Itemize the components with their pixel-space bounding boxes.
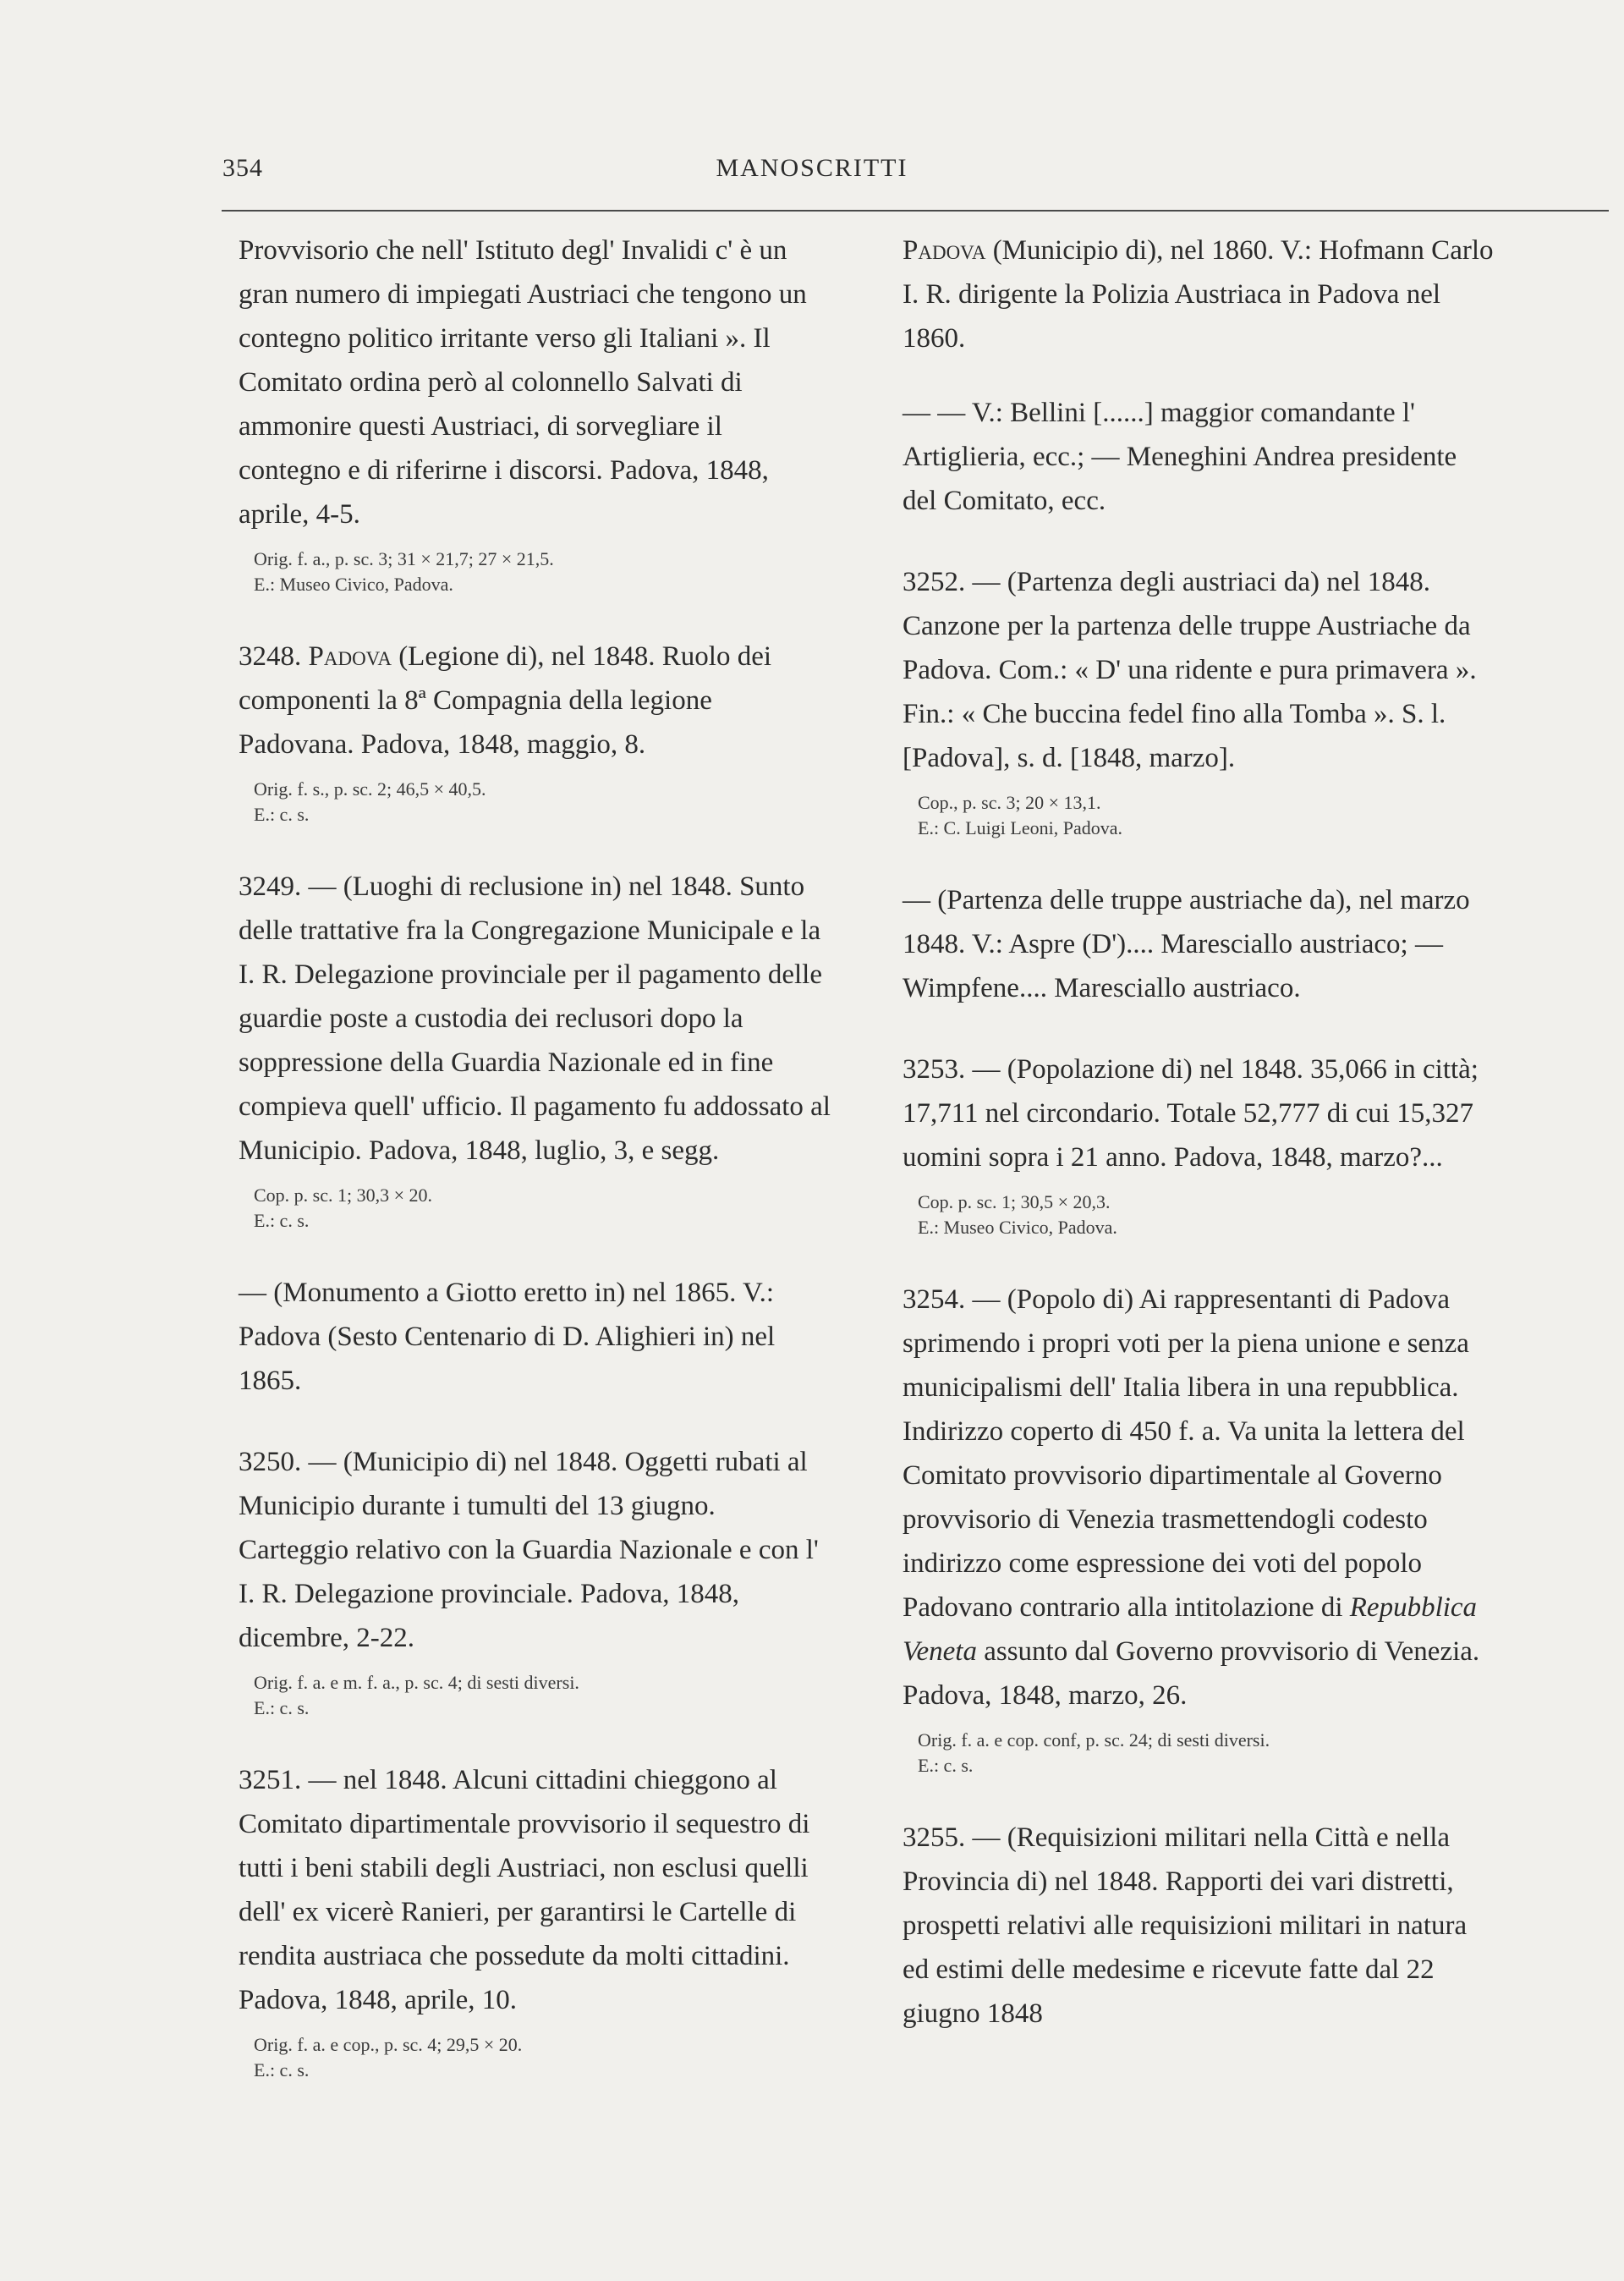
entry-3254 [903,1278,1495,1718]
entry-3255: 3255. — (Requisizioni militari nella Città e nella Provincia di) nel 1848. Rapporti dei vari distretti, prospetti relativi alle requisizioni militari in natura ed estimi delle medesime e ricevute fatte dal 22 giugno 1848 [903,1822,1468,2029]
entry-3248 [239,635,831,767]
meta-line: Orig. f. s., p. sc. 2; 46,5 × 40,5. [254,778,486,800]
meta-line: E.: c. s. [918,1755,974,1776]
meta-line: E.: C. Luigi Leoni, Padova. [918,817,1122,838]
entry-meta [254,1670,831,1721]
entry-meta [254,1183,831,1234]
entry-meta [918,1190,1495,1240]
entry-text: (Legione di), nel 1848. Ruolo dei componenti la 8ª Compagnia della legione Padovana. Padova, 1848, maggio, 8. [239,641,772,760]
entry-meta [254,547,831,597]
entry-text: assunto dal Governo provvisorio di Venezia. Padova, 1848, marzo, 26. [903,1636,1480,1711]
meta-line: Orig. f. a. e m. f. a., p. sc. 4; di sesti diversi. [254,1672,579,1693]
entry-cross-reference: — (Partenza delle truppe austriache da), nel marzo 1848. V.: Aspre (D').... Maresciallo austriaco; — Wimpfene.... Maresciallo austriaco. [903,885,1470,1003]
entry-padova-municipio-1860 [903,228,1495,360]
entry-3253: 3253. — (Popolazione di) nel 1848. 35,066 in città; 17,711 nel circondario. Totale 52,777 di cui 15,327 uomini sopra i 21 anno. Padova, 1848, marzo?... [903,1054,1479,1173]
entry-heading: Padova [308,641,392,672]
meta-line: E.: Museo Civico, Padova. [918,1217,1117,1238]
entry-3250: 3250. — (Municipio di) nel 1848. Oggetti rubati al Municipio durante i tumulti del 13 giugno. Carteggio relativo con la Guardia Nazionale e con l' I. R. Delegazione provinciale. Padova, 1848, dicembre, 2-22. [239,1447,819,1653]
entry-heading: Padova [903,235,986,266]
meta-line: Cop., p. sc. 3; 20 × 13,1. [918,792,1101,813]
meta-line: E.: c. s. [254,2059,310,2080]
meta-line: Cop. p. sc. 1; 30,5 × 20,3. [918,1191,1111,1212]
meta-line: E.: Museo Civico, Padova. [254,574,453,595]
meta-line: Orig. f. a., p. sc. 3; 31 × 21,7; 27 × 21,5. [254,548,554,569]
entry-cross-reference: — (Monumento a Giotto eretto in) nel 1865. V.: Padova (Sesto Centenario di D. Alighieri in) nel 1865. [239,1278,776,1396]
entry-number: 3248. [239,641,302,672]
entry-meta [918,1728,1495,1778]
entry-cross-reference: — — V.: Bellini [......] maggior comandante l' Artiglieria, ecc.; — Meneghini Andrea presidente del Comitato, ecc. [903,398,1457,516]
entry-text: Provvisorio che nell' Istituto degl' Invalidi c' è un gran numero di impiegati Austriaci che tengono un contegno politico irritante verso gli Italiani ». Il Comitato ordina però al colonnello Salvati di ammonire questi Austriaci, di sorvegliare il contegno e di riferirne i discorsi. Padova, 1848, aprile, 4-5. [239,235,807,530]
header-rule [222,210,1609,212]
entry-meta [918,790,1495,841]
entry-italic-title: Repubblica Veneta [903,1592,1478,1667]
running-head: MANOSCRITTI [716,154,908,182]
left-column [239,228,831,2083]
meta-line: E.: c. s. [254,804,310,825]
entry-meta [254,2032,831,2083]
meta-line: E.: c. s. [254,1210,310,1231]
meta-line: Cop. p. sc. 1; 30,3 × 20. [254,1184,433,1206]
meta-line: Orig. f. a. e cop. conf, p. sc. 24; di sesti diversi. [918,1729,1270,1751]
entry-3251: 3251. — nel 1848. Alcuni cittadini chieggono al Comitato dipartimentale provvisorio il sequestro di tutti i beni stabili degli Austriaci, non esclusi quelli dell' ex vicerè Ranieri, per garantirsi le Cartelle di rendita austriaca che possedute da molti cittadini. Padova, 1848, aprile, 10. [239,1765,810,2015]
entry-text: (Municipio di), nel 1860. V.: Hofmann Carlo I. R. dirigente la Polizia Austriaca in Padova nel 1860. [903,235,1494,354]
page-number: 354 [222,154,263,182]
entry-text: 3254. — (Popolo di) Ai rappresentanti di Padova sprimendo i propri voti per la piena unione e senza municipalismi dell' Italia libera in una repubblica. Indirizzo coperto di 450 f. a. Va unita la lettera del Comitato provvisorio dipartimentale al Governo provvisorio di Venezia trasmettendogli codesto indirizzo come espressione dei voti del popolo Padovano contrario alla intitolazione di [903,1284,1469,1623]
entry-3252: 3252. — (Partenza degli austriaci da) nel 1848. Canzone per la partenza delle truppe Austriache da Padova. Com.: « D' una ridente e pura primavera ». Fin.: « Che buccina fedel fino alla Tomba ». S. l. [Padova], s. d. [1848, marzo]. [903,567,1477,773]
entry-3249: 3249. — (Luoghi di reclusione in) nel 1848. Sunto delle trattative fra la Congregazione Municipale e la I. R. Delegazione provinciale per il pagamento delle guardie poste a custodia dei reclusori dopo la soppressione della Guardia Nazionale ed in fine compieva quell' ufficio. Il pagamento fu addossato al Municipio. Padova, 1848, luglio, 3, e segg. [239,871,831,1166]
entry-meta [254,777,831,827]
meta-line: E.: c. s. [254,1697,310,1718]
right-column [903,228,1495,2036]
meta-line: Orig. f. a. e cop., p. sc. 4; 29,5 × 20. [254,2034,523,2055]
